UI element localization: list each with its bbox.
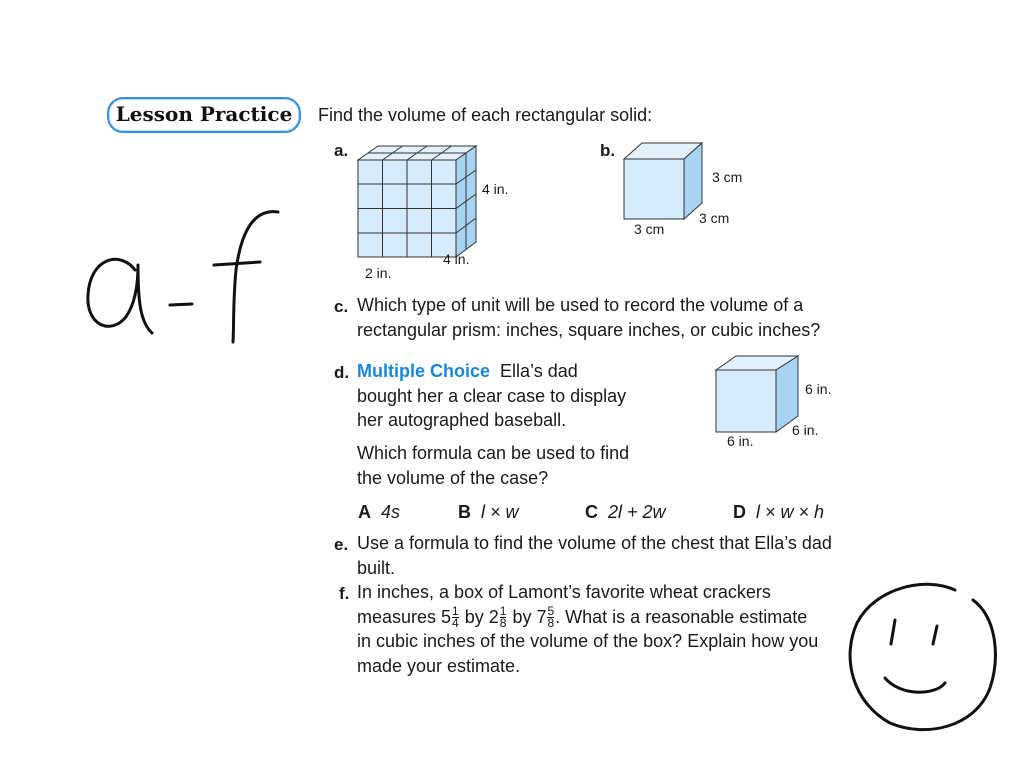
choice-d [733,502,824,523]
problem-f-line-4: made your estimate. [357,655,521,676]
figure-b-depth-label: 3 cm [699,210,730,226]
choice-c-letter: C [585,502,598,522]
figure-d-cube [714,354,804,436]
choice-b-letter: B [458,502,471,522]
problem-e-line-1: Use a formula to find the volume of the chest that Ella’s dad [357,533,832,553]
choice-c-text: 2l + 2w [608,502,666,522]
problem-c-label: c. [334,297,349,316]
fraction-one-eighth: $\frac{1}{8}$ [499,604,507,631]
multiple-choice-tag: Multiple Choice [357,361,491,381]
problem-d-line-3: her autographed baseball. [357,410,567,430]
problem-d-label: d. [334,363,350,382]
problem-e-line-2: built. [357,557,396,578]
problem-a-label: a. [334,141,349,160]
choice-d-text: l × w × h [756,502,825,522]
figure-a-length-label: 4 in. [443,251,470,267]
choice-c [585,502,666,523]
figure-a-height-label: 4 in. [482,181,509,197]
fraction-five-eighths: $\frac{5}{8}$ [547,604,555,631]
figure-a-rectangular-solid [352,142,482,264]
problem-f-line-2: measures 5 $\frac{1}{4}$ by 2 $\frac{1}{8}$ by 7 $\frac{5}{8}$ . What is a reasonable estimate [357,604,808,631]
problem-d-line-2: bought her a clear case to display [357,385,627,406]
smiley-face-drawing [845,578,1000,738]
problem-d-question-line-1: Which formula can be used to find [357,443,630,463]
choice-b-text: l × w [481,502,519,522]
choice-a-letter: A [358,502,371,522]
problem-d-text [357,359,626,433]
problem-d-question-line-2: the volume of the case? [357,467,549,488]
problem-f-text [357,580,818,678]
problem-e-text [357,531,832,580]
problem-d-question [357,441,629,490]
handwritten-range-annotation [80,200,290,350]
choice-a-text: 4s [381,502,401,522]
problem-c-line-2: rectangular prism: inches, square inches, or cubic inches? [357,319,821,340]
figure-d-width-label: 6 in. [727,433,754,449]
problem-c-line-1: Which type of unit will be used to record the volume of a [357,295,804,315]
figure-b-width-label: 3 cm [634,221,665,237]
lesson-practice-title: Lesson Practice [115,102,293,126]
problem-f-line-3: in cubic inches of the volume of the box? Explain how you [357,631,819,652]
problem-e-label: e. [334,535,349,554]
problem-c-text [357,293,820,342]
choice-d-letter: D [733,502,746,522]
figure-d-depth-label: 6 in. [792,422,819,438]
figure-b-height-label: 3 cm [712,169,743,185]
choice-a [358,502,400,523]
problem-f-label: f. [339,584,350,603]
problem-b-label: b. [600,141,616,160]
figure-d-height-label: 6 in. [805,381,832,397]
fraction-one-fourth: $\frac{1}{4}$ [452,604,459,631]
problem-d-line-1: Ella’s dad [500,361,578,381]
figure-a-width-label: 2 in. [365,265,392,281]
problem-f-line-1: In inches, a box of Lamont’s favorite wheat crackers [357,582,771,602]
choice-b [458,502,519,523]
instruction-text: Find the volume of each rectangular solid: [318,105,653,125]
